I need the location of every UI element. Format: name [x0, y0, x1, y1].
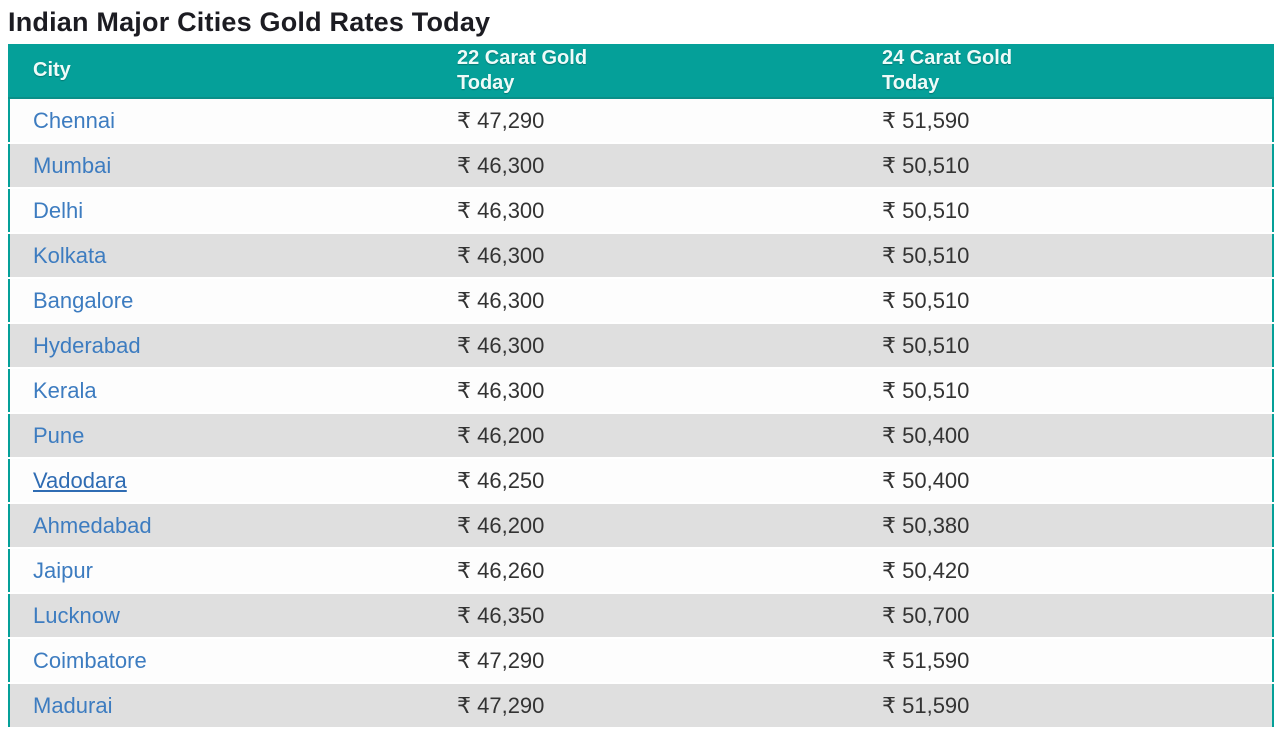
city-cell — [9, 143, 434, 188]
carat22-value: ₹ 46,200 — [457, 422, 545, 448]
carat24-value: ₹ 50,400 — [882, 467, 970, 493]
carat24-value: ₹ 50,510 — [882, 242, 970, 268]
carat24-value: ₹ 50,700 — [882, 602, 970, 628]
city-cell — [9, 548, 434, 593]
carat22-value: ₹ 46,300 — [457, 197, 545, 223]
table-header — [9, 44, 1273, 98]
column-header-24-carat-label: 24 Carat Gold Today — [882, 46, 1013, 94]
carat24-value: ₹ 50,380 — [882, 512, 970, 538]
carat22-value: ₹ 47,290 — [457, 647, 545, 673]
carat22-value: ₹ 47,290 — [457, 692, 545, 718]
carat24-value: ₹ 50,400 — [882, 422, 970, 448]
table-row — [9, 548, 1273, 593]
city-link[interactable]: Bangalore — [33, 287, 134, 313]
carat24-value: ₹ 50,510 — [882, 152, 970, 178]
table-row — [9, 413, 1273, 458]
carat22-value: ₹ 46,200 — [457, 512, 545, 538]
table-row — [9, 143, 1273, 188]
city-link[interactable]: Coimbatore — [33, 647, 147, 673]
city-link[interactable]: Madurai — [33, 692, 113, 718]
city-link[interactable]: Delhi — [33, 197, 84, 223]
table-row — [9, 278, 1273, 323]
column-header-24-carat — [859, 44, 1273, 98]
city-cell — [9, 233, 434, 278]
city-link[interactable]: Ahmedabad — [33, 512, 152, 538]
table-row — [9, 593, 1273, 638]
city-cell — [9, 683, 434, 728]
city-link[interactable]: Chennai — [33, 107, 115, 133]
city-cell — [9, 413, 434, 458]
city-cell — [9, 458, 434, 503]
city-link[interactable]: Kolkata — [33, 242, 107, 268]
carat24-value: ₹ 51,590 — [882, 647, 970, 673]
carat22-value: ₹ 46,350 — [457, 602, 545, 628]
city-link[interactable]: Jaipur — [33, 557, 93, 583]
carat22-value: ₹ 46,300 — [457, 332, 545, 358]
city-link[interactable]: Vadodara — [33, 467, 127, 493]
table-row — [9, 323, 1273, 368]
city-cell — [9, 98, 434, 143]
column-header-city — [9, 44, 434, 98]
table-row — [9, 683, 1273, 728]
table-body — [9, 98, 1273, 728]
city-link[interactable]: Pune — [33, 422, 85, 448]
city-cell — [9, 503, 434, 548]
carat22-value: ₹ 46,260 — [457, 557, 545, 583]
carat24-value: ₹ 51,590 — [882, 107, 970, 133]
table-row — [9, 638, 1273, 683]
city-link[interactable]: Mumbai — [33, 152, 112, 178]
table-row — [9, 188, 1273, 233]
carat24-value: ₹ 50,510 — [882, 287, 970, 313]
carat24-value: ₹ 50,510 — [882, 377, 970, 403]
city-cell — [9, 323, 434, 368]
table-row — [9, 98, 1273, 143]
city-cell — [9, 593, 434, 638]
city-cell — [9, 368, 434, 413]
city-cell — [9, 278, 434, 323]
carat22-value: ₹ 46,300 — [457, 287, 545, 313]
carat22-value: ₹ 46,300 — [457, 242, 545, 268]
carat24-value: ₹ 50,420 — [882, 557, 970, 583]
column-header-22-carat-label: 22 Carat Gold Today — [457, 46, 588, 94]
carat22-value: ₹ 46,300 — [457, 152, 545, 178]
carat24-value: ₹ 50,510 — [882, 332, 970, 358]
city-link[interactable]: Hyderabad — [33, 332, 141, 358]
column-header-22-carat — [434, 44, 859, 98]
table-row — [9, 233, 1273, 278]
column-header-city-label: City — [33, 59, 71, 81]
city-link[interactable]: Kerala — [33, 377, 97, 403]
page-title: Indian Major Cities Gold Rates Today — [8, 7, 491, 37]
carat22-value: ₹ 46,300 — [457, 377, 545, 403]
city-cell — [9, 638, 434, 683]
carat22-value: ₹ 46,250 — [457, 467, 545, 493]
table-row — [9, 458, 1273, 503]
carat22-value: ₹ 47,290 — [457, 107, 545, 133]
carat24-value: ₹ 51,590 — [882, 692, 970, 718]
carat24-value: ₹ 50,510 — [882, 197, 970, 223]
table-row — [9, 503, 1273, 548]
table-row — [9, 368, 1273, 413]
city-cell — [9, 188, 434, 233]
city-link[interactable]: Lucknow — [33, 602, 120, 628]
gold-rates-table — [8, 44, 1274, 729]
